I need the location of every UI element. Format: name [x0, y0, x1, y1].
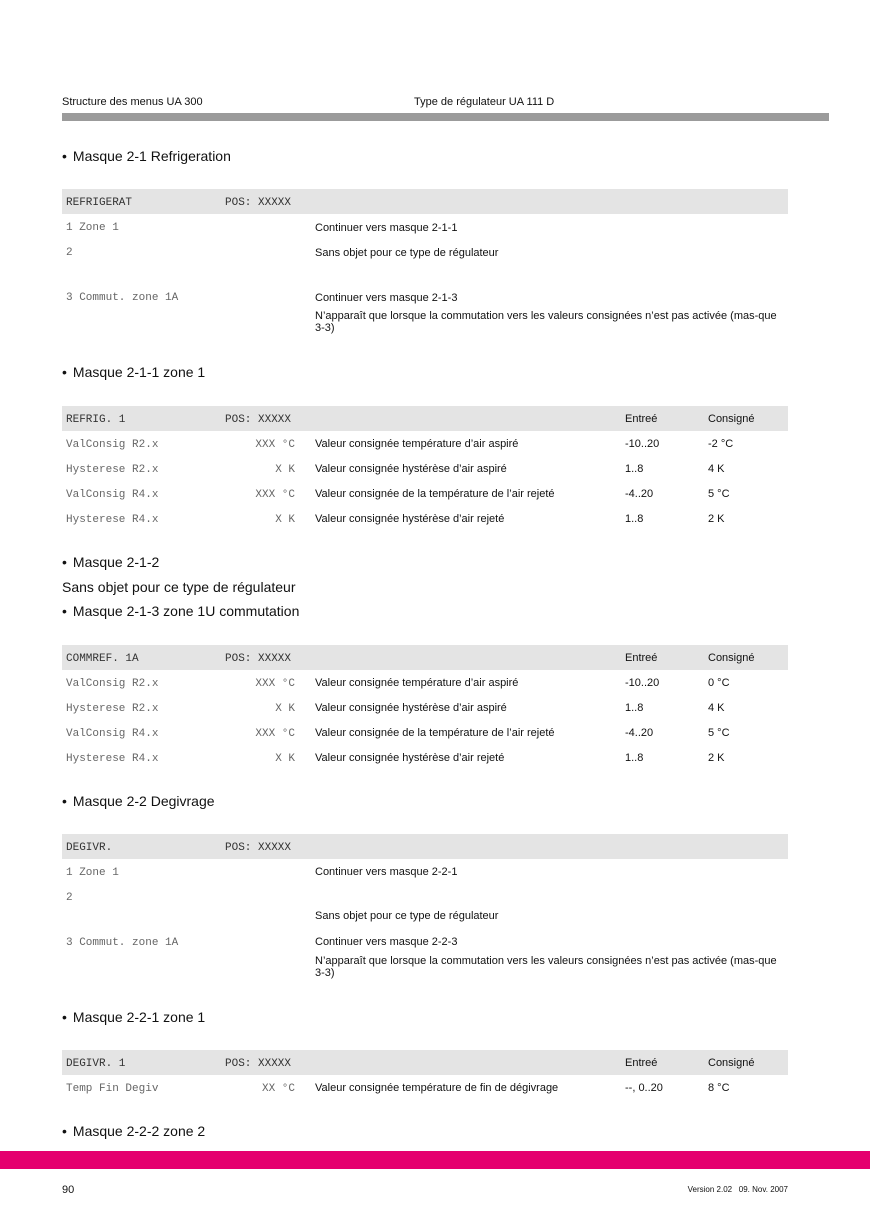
menu-item-label: 1 Zone 1	[66, 222, 119, 234]
param-range: 1..8	[625, 702, 644, 714]
table-header-bar	[62, 645, 788, 670]
menu-item-label: 3 Commut. zone 1A	[66, 292, 179, 304]
param-label: Hysterese R4.x	[66, 514, 159, 526]
header-regulator-type: Type de régulateur UA 111 D	[414, 96, 555, 108]
section-heading: • Masque 2-2 Degivrage	[62, 793, 215, 809]
menu-item-desc: Continuer vers masque 2-1-1	[315, 222, 458, 234]
param-range: --, 0..20	[625, 1082, 663, 1094]
section-heading: • Masque 2-2-1 zone 1	[62, 1009, 206, 1025]
param-unit: X K	[275, 703, 295, 715]
col-header-setpoint: Consigné	[708, 652, 755, 664]
param-unit: XXX °C	[255, 489, 295, 501]
screen-title: REFRIG. 1	[66, 414, 126, 426]
param-default: 0 °C	[708, 677, 730, 689]
param-label: Temp Fin Degiv	[66, 1083, 159, 1095]
menu-item-desc: Sans objet pour ce type de régulateur	[315, 247, 499, 259]
param-label: ValConsig R2.x	[66, 439, 159, 451]
param-default: 5 °C	[708, 727, 730, 739]
menu-item-desc: Continuer vers masque 2-1-3	[315, 292, 458, 304]
col-header-input: Entreé	[625, 1057, 658, 1069]
param-desc: Valeur consignée température de fin de dégivrage	[315, 1082, 559, 1094]
param-range: -4..20	[625, 488, 654, 500]
screen-pos: POS: XXXXX	[225, 1058, 292, 1070]
table-header-bar	[62, 189, 788, 214]
param-unit: X K	[275, 514, 295, 526]
section-heading: • Masque 2-2-2 zone 2	[62, 1123, 206, 1139]
param-range: 1..8	[625, 752, 644, 764]
table-header-bar	[62, 406, 788, 431]
screen-title: COMMREF. 1A	[66, 653, 139, 665]
screen-title: REFRIGERAT	[66, 197, 133, 209]
param-label: Hysterese R2.x	[66, 464, 159, 476]
menu-item-desc: Continuer vers masque 2-2-3	[315, 936, 458, 948]
screen-pos: POS: XXXXX	[225, 653, 292, 665]
param-desc: Valeur consignée température d’air aspiré	[315, 677, 519, 689]
param-default: -2 °C	[708, 438, 734, 450]
param-range: -10..20	[625, 677, 660, 689]
menu-item-label: 1 Zone 1	[66, 867, 119, 879]
param-desc: Valeur consignée température d’air aspiré	[315, 438, 519, 450]
screen-pos: POS: XXXXX	[225, 842, 292, 854]
param-label: ValConsig R4.x	[66, 728, 159, 740]
param-desc: Valeur consignée hystérèse d’air rejeté	[315, 752, 505, 764]
menu-item-desc: Sans objet pour ce type de régulateur	[315, 910, 499, 922]
col-header-input: Entreé	[625, 413, 658, 425]
col-header-input: Entreé	[625, 652, 658, 664]
section-heading: • Masque 2-1-1 zone 1	[62, 364, 206, 380]
param-label: Hysterese R2.x	[66, 703, 159, 715]
menu-item-note: N’apparaît que lorsque la commutation vers les valeurs consignées n’est pas activée (mas-que 3-3)	[315, 955, 777, 979]
param-unit: XXX °C	[255, 728, 295, 740]
param-desc: Valeur consignée hystérèse d’air aspiré	[315, 463, 507, 475]
screen-pos: POS: XXXXX	[225, 414, 292, 426]
version-info: Version 2.02 09. Nov. 2007	[687, 1185, 788, 1194]
page-number: 90	[62, 1184, 75, 1196]
section-text: Sans objet pour ce type de régulateur	[62, 579, 296, 595]
param-unit: X K	[275, 464, 295, 476]
param-range: 1..8	[625, 513, 644, 525]
param-unit: XX °C	[261, 1083, 295, 1095]
param-range: -10..20	[625, 438, 660, 450]
param-desc: Valeur consignée de la température de l’air rejeté	[315, 727, 555, 739]
menu-item-label: 2	[66, 892, 73, 904]
screen-title: DEGIVR. 1	[66, 1058, 126, 1070]
param-default: 2 K	[708, 752, 725, 764]
param-desc: Valeur consignée hystérèse d’air rejeté	[315, 513, 505, 525]
param-unit: XXX °C	[255, 439, 295, 451]
param-unit: X K	[275, 753, 295, 765]
param-default: 2 K	[708, 513, 725, 525]
section-heading: • Masque 2-1-3 zone 1U commutation	[62, 603, 300, 619]
menu-item-note: N’apparaît que lorsque la commutation vers les valeurs consignées n’est pas activée (mas-que 3-3)	[315, 310, 777, 334]
section-heading: • Masque 2-1-2	[62, 554, 160, 570]
screen-pos: POS: XXXXX	[225, 197, 292, 209]
param-default: 5 °C	[708, 488, 730, 500]
param-default: 8 °C	[708, 1082, 730, 1094]
menu-item-label: 2	[66, 247, 73, 259]
param-label: ValConsig R2.x	[66, 678, 159, 690]
header-doc-title: Structure des menus UA 300	[62, 96, 203, 108]
menu-item-label: 3 Commut. zone 1A	[66, 937, 179, 949]
header-rule	[62, 113, 829, 121]
param-range: -4..20	[625, 727, 654, 739]
param-range: 1..8	[625, 463, 644, 475]
screen-title: DEGIVR.	[66, 842, 113, 854]
table-header-bar	[62, 834, 788, 859]
param-label: ValConsig R4.x	[66, 489, 159, 501]
param-desc: Valeur consignée de la température de l’air rejeté	[315, 488, 555, 500]
menu-item-desc: Continuer vers masque 2-2-1	[315, 866, 458, 878]
param-label: Hysterese R4.x	[66, 753, 159, 765]
table-header-bar	[62, 1050, 788, 1075]
footer-accent-bar	[0, 1151, 870, 1169]
col-header-setpoint: Consigné	[708, 1057, 755, 1069]
param-default: 4 K	[708, 463, 725, 475]
param-desc: Valeur consignée hystérèse d’air aspiré	[315, 702, 507, 714]
param-default: 4 K	[708, 702, 725, 714]
param-unit: XXX °C	[255, 678, 295, 690]
section-heading: • Masque 2-1 Refrigeration	[62, 148, 231, 164]
col-header-setpoint: Consigné	[708, 413, 755, 425]
